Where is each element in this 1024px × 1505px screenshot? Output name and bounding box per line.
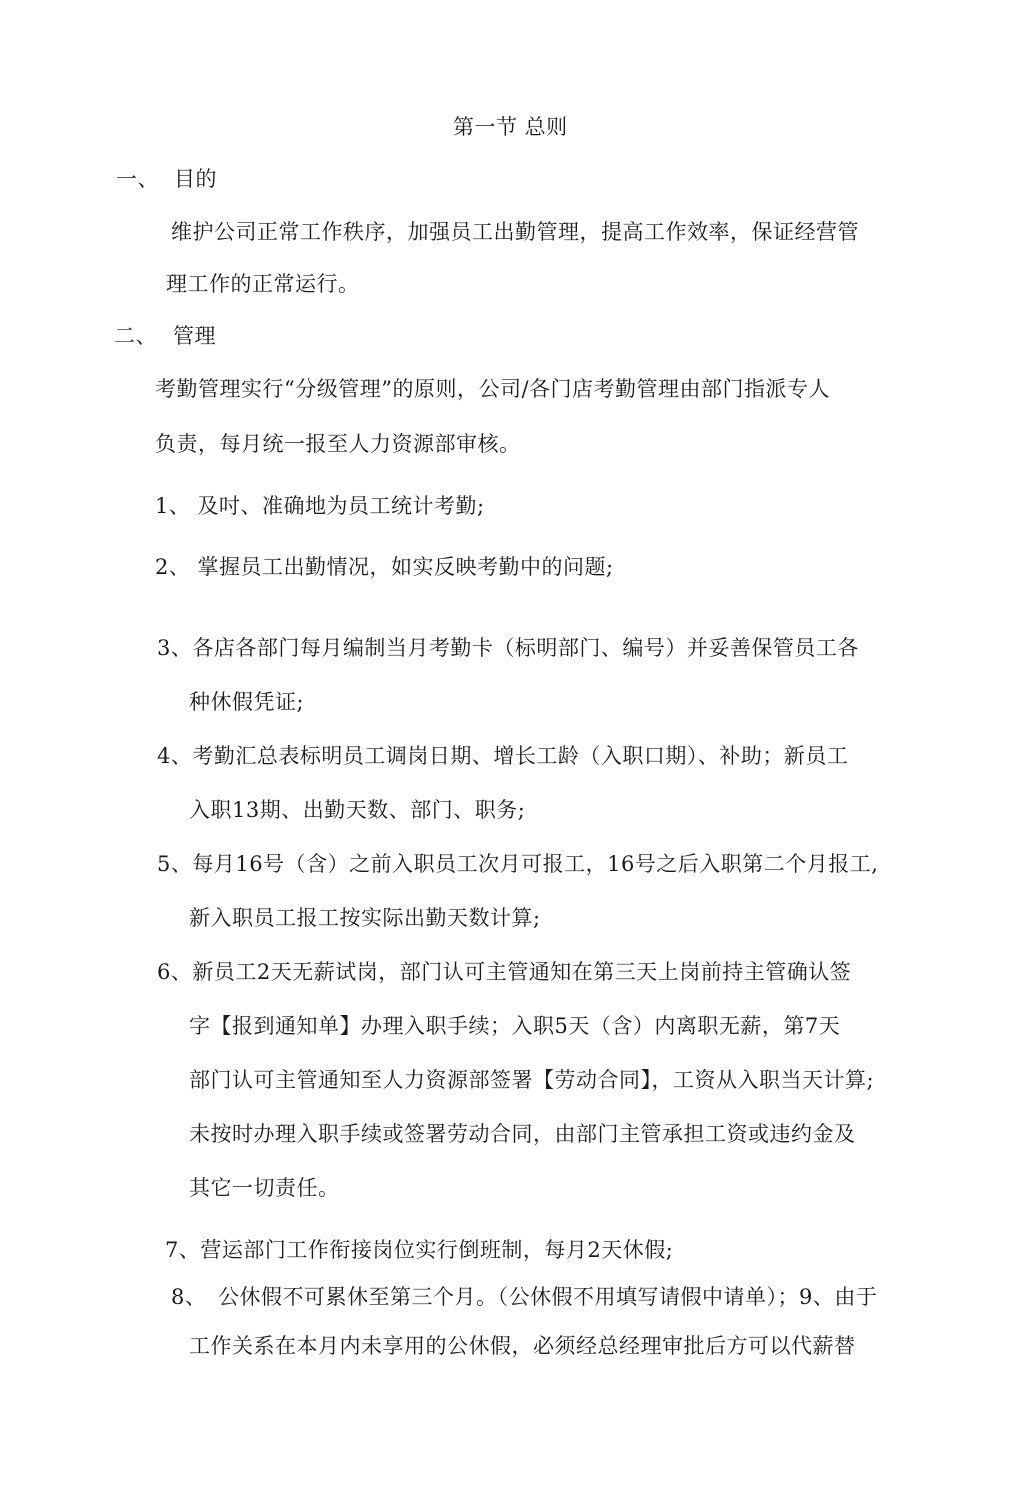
list-item-6-line-2: 字【报到通知单】办理入职手续；入职5天（含）内离职无薪，第7天: [189, 1014, 841, 1038]
section-1-number: 一、: [116, 167, 159, 191]
list-item-6-line-5: 其它一切责任。: [189, 1176, 340, 1200]
section-2-heading: 管理: [173, 324, 216, 348]
list-item-3-line-2: 种休假凭证;: [189, 690, 305, 714]
list-item-3-line-1: 3、各店各部门每月编制当月考勤卡（标明部门、编号）并妥善保管员工各: [157, 636, 859, 660]
section-title: 第一节 总则: [453, 115, 568, 139]
list-item-6-line-4: 未按时办理入职手续或签署劳动合同，由部门主管承担工资或违约金及: [189, 1122, 856, 1146]
section-1-heading: 目的: [174, 167, 217, 191]
section-1-paragraph-line-2: 理工作的正常运行。: [166, 272, 360, 296]
list-item-6-line-3: 部门认可主管通知至人力资源部签署【劳动合同】，工资从入职当天计算;: [189, 1068, 875, 1092]
list-item-7: 7、营运部门工作衔接岗位实行倒班制，每月2天休假;: [165, 1238, 674, 1262]
list-item-4-line-1: 4、考勤汇总表标明员工调岗日期、增长工龄（入职口期）、补助；新员工: [157, 744, 849, 768]
list-item-5-line-2: 新入职员工报工按实际出勤天数计算;: [189, 906, 541, 930]
list-item-8-number: 8、: [171, 1285, 207, 1309]
list-item-4-line-2: 入职13期、出勤天数、部门、职务;: [189, 798, 526, 822]
list-item-8-line-1: 公休假不可累休至第三个月。（公休假不用填写请假中请单）；9、由于: [218, 1285, 878, 1309]
section-2-number: 二、: [114, 324, 157, 348]
list-item-5-line-1: 5、每月16号（含）之前入职员工次月可报工，16号之后入职第二个月报工,: [157, 852, 879, 876]
section-2-paragraph-line-2: 负责，每月统一报至人力资源部审核。: [155, 432, 521, 456]
list-item-8-line-2: 工作关系在本月内未享用的公休假，必须经总经理审批后方可以代薪替: [189, 1334, 856, 1358]
list-item-1: 1、 及吋、准确地为员工统计考勤;: [155, 494, 485, 518]
list-item-6-line-1: 6、新员工2天无薪试岗，部门认可主管通知在第三天上岗前持主管确认签: [157, 960, 852, 984]
list-item-2: 2、 掌握员工出勤情况，如实反映考勤中的问题;: [155, 555, 614, 579]
section-1-paragraph-line-1: 维护公司正常工作秩序，加强员工出勤管理，提高工作效率，保证经营管: [171, 220, 859, 244]
section-2-paragraph-line-1: 考勤管理实行“分级管理”的原则，公司/各门店考勤管理由部门指派专人: [155, 377, 831, 401]
